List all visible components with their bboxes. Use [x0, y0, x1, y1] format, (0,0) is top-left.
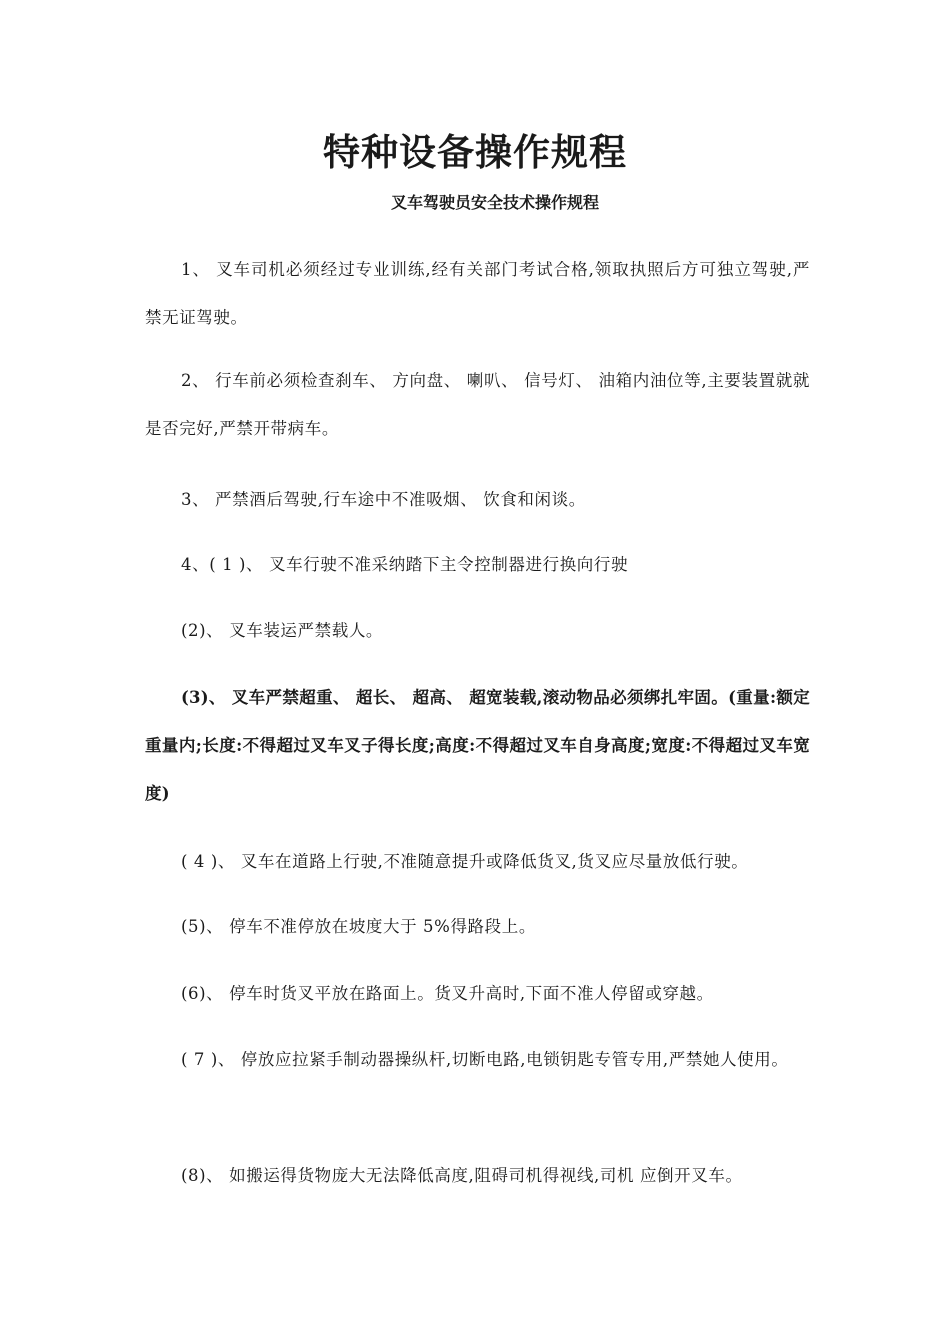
- paragraph-4-1: 4、( 1 )、 叉车行驶不准采纳踏下主令控制器进行换向行驶: [181, 555, 629, 574]
- paragraph-4-2: (2)、 叉车装运严禁载人。: [181, 621, 384, 640]
- page-subtitle: 叉车驾驶员安全技术操作规程: [390, 193, 599, 212]
- paragraph-3: 3、 严禁酒后驾驶,行车途中不准吸烟、 饮食和闲谈。: [181, 490, 586, 509]
- paragraph-2: 2、 行车前必须检查刹车、 方向盘、 喇叭、 信号灯、 油箱内油位等,主要装置就就是否完好,严禁开带病车。: [145, 371, 810, 438]
- paragraph-4-7: ( 7 )、 停放应拉紧手制动器操纵杆,切断电路,电锁钥匙专管专用,严禁她人使用。: [181, 1050, 789, 1069]
- page-title: 特种设备操作规程: [323, 130, 627, 174]
- paragraph-4-5: (5)、 停车不准停放在坡度大于 5%得路段上。: [181, 917, 536, 936]
- paragraph-4-3: (3)、 叉车严禁超重、 超长、 超高、 超宽装载,滚动物品必须绑扎牢固。(重量:额定重量内;长度:不得超过叉车叉子得长度;高度:不得超过叉车自身高度;宽度:不得超过叉车宽度): [145, 688, 810, 803]
- paragraph-1: 1、 叉车司机必须经过专业训练,经有关部门考试合格,领取执照后方可独立驾驶,严禁无证驾驶。: [145, 260, 810, 327]
- paragraph-4-6: (6)、 停车时货叉平放在路面上。货叉升高时,下面不准人停留或穿越。: [181, 984, 714, 1003]
- paragraph-4-8: (8)、 如搬运得货物庞大无法降低高度,阻碍司机得视线,司机 应倒开叉车。: [181, 1166, 743, 1185]
- paragraph-4-4: ( 4 )、 叉车在道路上行驶,不准随意提升或降低货叉,货叉应尽量放低行驶。: [181, 852, 749, 871]
